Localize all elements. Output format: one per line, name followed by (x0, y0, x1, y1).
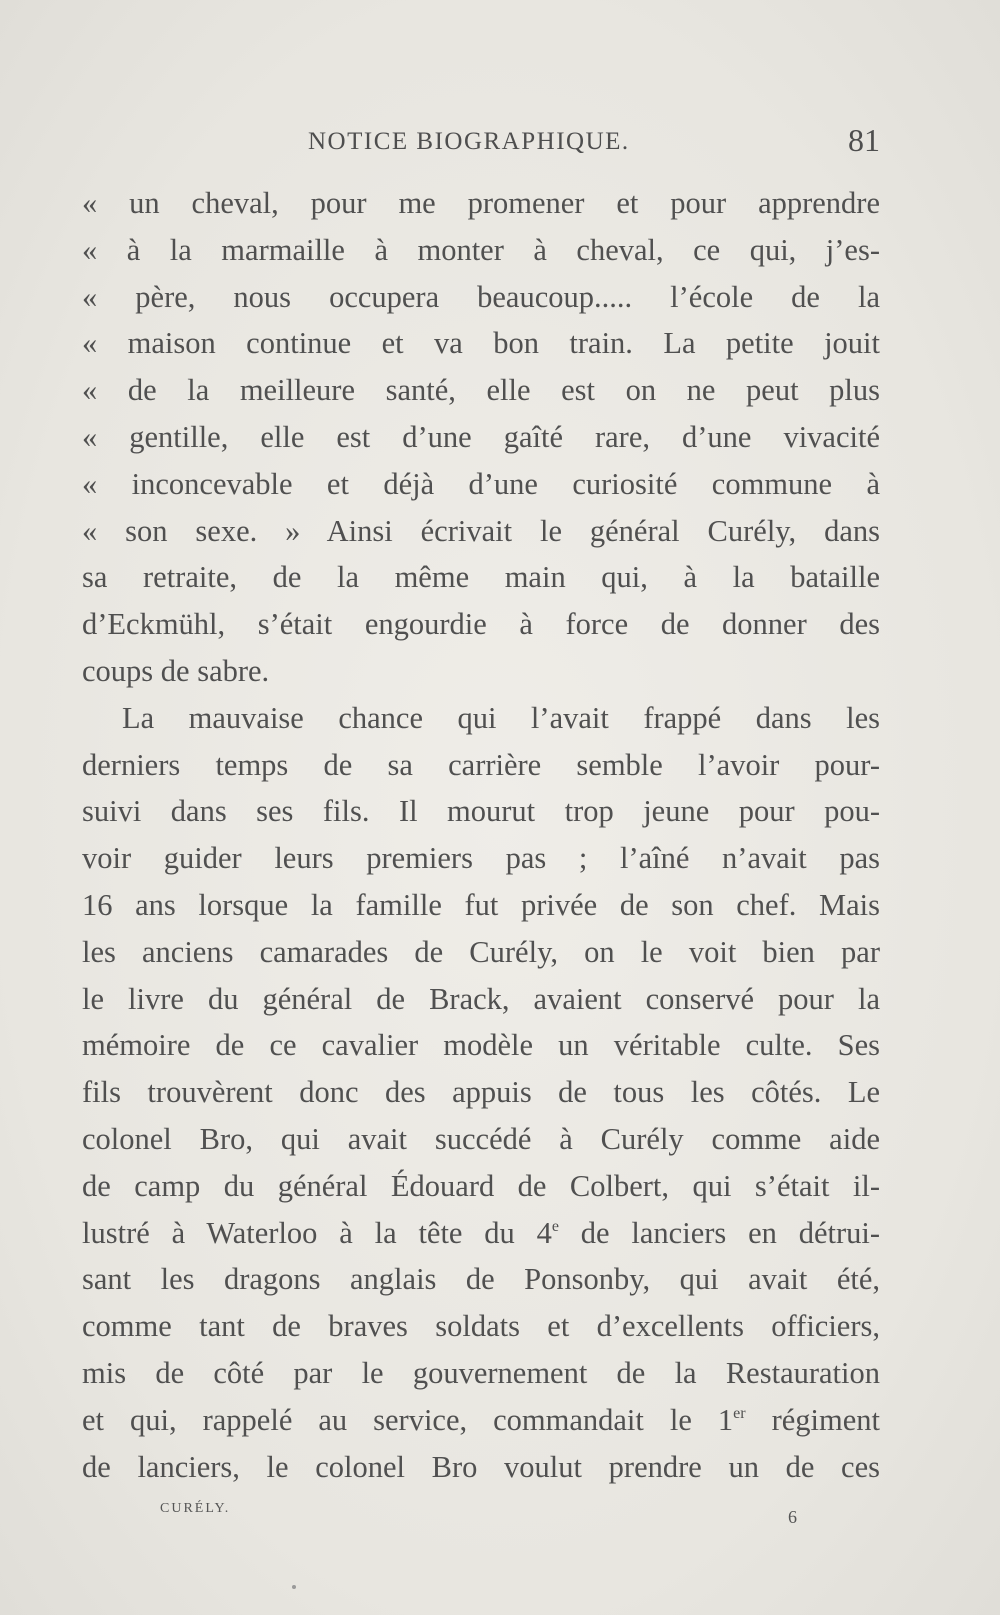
text-line: mémoire de ce cavalier modèle un véritable culte. Ses (82, 1028, 880, 1063)
text-line: de lanciers, le colonel Bro voulut prendre un de ces (82, 1449, 880, 1484)
text-line: comme tant de braves soldats et d’excellents officiers, (82, 1309, 880, 1344)
text-segment: de lanciers en détrui- (558, 1215, 880, 1250)
body-text (82, 180, 880, 1490)
text-line: « de la meilleure santé, elle est on ne peut plus (82, 373, 880, 408)
text-line: fils trouvèrent donc des appuis de tous les côtés. Le (82, 1075, 880, 1110)
page-footer (160, 1493, 800, 1533)
text-line: 16 ans lorsque la famille fut privée de son chef. Mais (82, 887, 880, 922)
text-segment: lustré à Waterloo à la tête du 4 (82, 1215, 552, 1250)
text-line: « un cheval, pour me promener et pour apprendre (82, 186, 880, 220)
text-line: voir guider leurs premiers pas ; l’aîné n’avait pas (82, 841, 880, 876)
text-line: de camp du général Édouard de Colbert, qui s’était il- (82, 1168, 880, 1203)
text-line: « gentille, elle est d’une gaîté rare, d’une vivacité (82, 419, 880, 454)
text-line: derniers temps de sa carrière semble l’avoir pour- (82, 747, 880, 782)
text-line: « inconcevable et déjà d’une curiosité commune à (82, 466, 880, 501)
text-line: mis de côté par le gouvernement de la Restauration (82, 1355, 880, 1390)
text-line: sa retraite, de la même main qui, à la bataille (82, 560, 880, 595)
text-line: « à la marmaille à monter à cheval, ce qui, j’es- (82, 232, 880, 267)
text-line: « son sexe. » Ainsi écrivait le général Curély, dans (82, 513, 880, 548)
text-line: « père, nous occupera beaucoup..... l’école de la (82, 279, 880, 314)
sheet-number: 6 (788, 1507, 797, 1527)
text-line: d’Eckmühl, s’était engourdie à force de donner des (82, 607, 880, 642)
text-line: suivi dans ses fils. Il mourut trop jeune pour pou- (82, 794, 880, 829)
text-segment: et qui, rappelé au service, commandait le 1 (82, 1402, 734, 1437)
page-number: 81 (848, 122, 880, 158)
text-line: les anciens camarades de Curély, on le voit bien par (82, 934, 880, 969)
text-segment: régiment (745, 1402, 880, 1437)
superscript: er (733, 1404, 746, 1422)
superscript: e (551, 1217, 559, 1235)
text-line: colonel Bro, qui avait succédé à Curély comme aide (82, 1121, 880, 1156)
paper-speck (292, 1585, 296, 1589)
text-line: La mauvaise chance qui l’avait frappé dans les (122, 700, 880, 735)
text-line: coups de sabre. (82, 653, 270, 688)
text-line (82, 1397, 880, 1444)
text-line: le livre du général de Brack, avaient conservé pour la (82, 981, 880, 1016)
text-line (82, 1210, 880, 1257)
page-header (80, 118, 880, 168)
text-line: « maison continue et va bon train. La petite jouit (82, 326, 880, 361)
text-line: sant les dragons anglais de Ponsonby, qui avait été, (82, 1262, 880, 1297)
running-title: NOTICE BIOGRAPHIQUE. (308, 128, 630, 155)
signature-mark: CURÉLY. (160, 1501, 231, 1516)
